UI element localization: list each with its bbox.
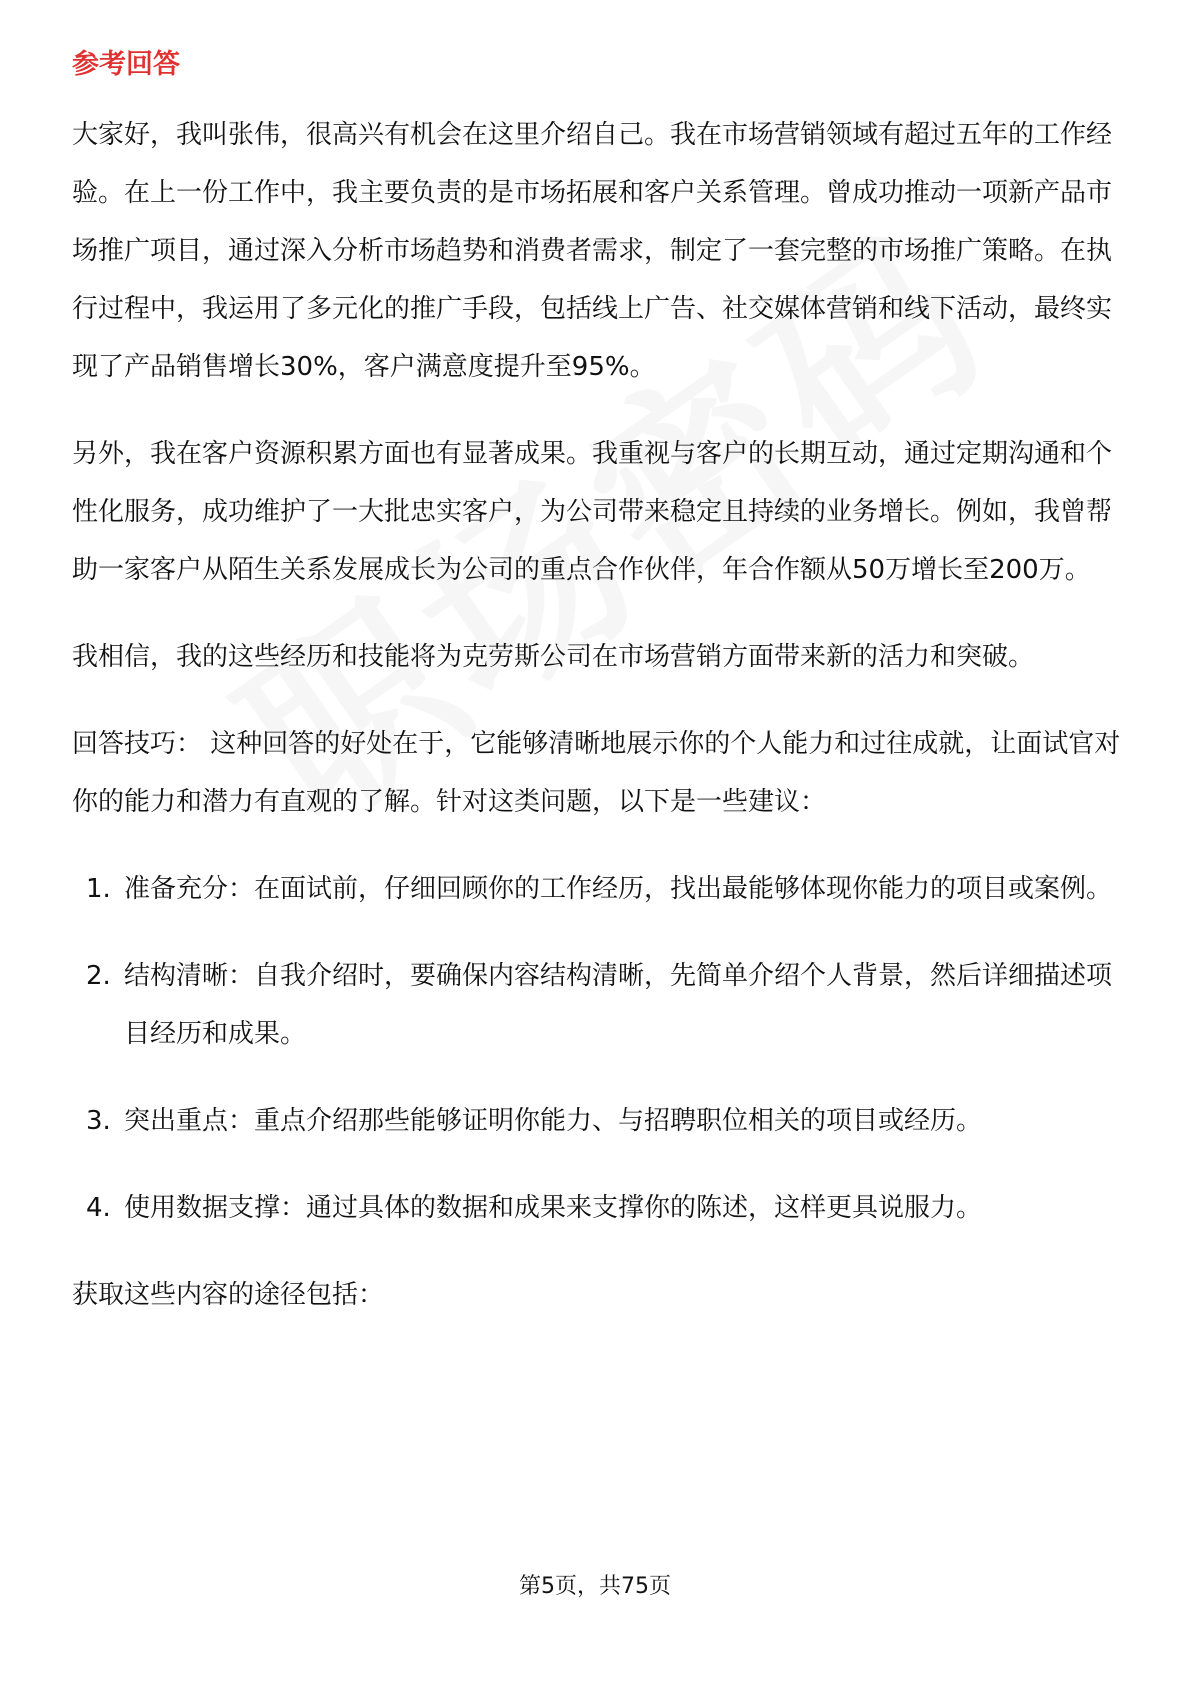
list-item bbox=[72, 1092, 1122, 1150]
list-item-text: 使用数据支撑：通过具体的数据和成果来支撑你的陈述，这样更具说服力。 bbox=[124, 1193, 983, 1223]
tips-list bbox=[72, 860, 1122, 1237]
section-heading: 参考回答 bbox=[72, 49, 180, 80]
list-item-number: 1. bbox=[86, 874, 111, 904]
document-body bbox=[72, 46, 1122, 1353]
paragraph-tips-intro: 回答技巧： 这种回答的好处在于，它能够清晰地展示你的个人能力和过往成就，让面试官对你的能力和潜力有直观的了解。针对这类问题，以下是一些建议： bbox=[72, 729, 1121, 817]
list-item-text: 突出重点：重点介绍那些能够证明你能力、与招聘职位相关的项目或经历。 bbox=[124, 1106, 983, 1136]
list-item-number: 2. bbox=[86, 961, 111, 991]
paragraph-belief: 我相信，我的这些经历和技能将为克劳斯公司在市场营销方面带来新的活力和突破。 bbox=[72, 642, 1035, 672]
list-item bbox=[72, 1179, 1122, 1237]
paragraph-achievements: 另外，我在客户资源积累方面也有显著成果。我重视与客户的长期互动，通过定期沟通和个性化服务，成功维护了一大批忠实客户，为公司带来稳定且持续的业务增长。例如，我曾帮助一家客户从陌生关系发展成长为公司的重点合作伙伴，年合作额从50万增长至200万。 bbox=[72, 439, 1113, 585]
list-item bbox=[72, 860, 1122, 918]
paragraph-closing: 获取这些内容的途径包括： bbox=[72, 1280, 385, 1310]
list-item-number: 4. bbox=[86, 1193, 111, 1223]
page-footer: 第5页，共75页 bbox=[519, 1574, 671, 1599]
paragraph-intro: 大家好，我叫张伟，很高兴有机会在这里介绍自己。我在市场营销领域有超过五年的工作经验。在上一份工作中，我主要负责的是市场拓展和客户关系管理。曾成功推动一项新产品市场推广项目，通过深入分析市场趋势和消费者需求，制定了一套完整的市场推广策略。在执行过程中，我运用了多元化的推广手段，包括线上广告、社交媒体营销和线下活动，最终实现了产品销售增长30%，客户满意度提升至95%。 bbox=[72, 120, 1113, 382]
list-item-text: 结构清晰：自我介绍时，要确保内容结构清晰，先简单介绍个人背景，然后详细描述项目经历和成果。 bbox=[124, 961, 1113, 1049]
list-item-number: 3. bbox=[86, 1106, 111, 1136]
list-item bbox=[72, 947, 1122, 1063]
list-item-text: 准备充分：在面试前，仔细回顾你的工作经历，找出最能够体现你能力的项目或案例。 bbox=[124, 874, 1113, 904]
